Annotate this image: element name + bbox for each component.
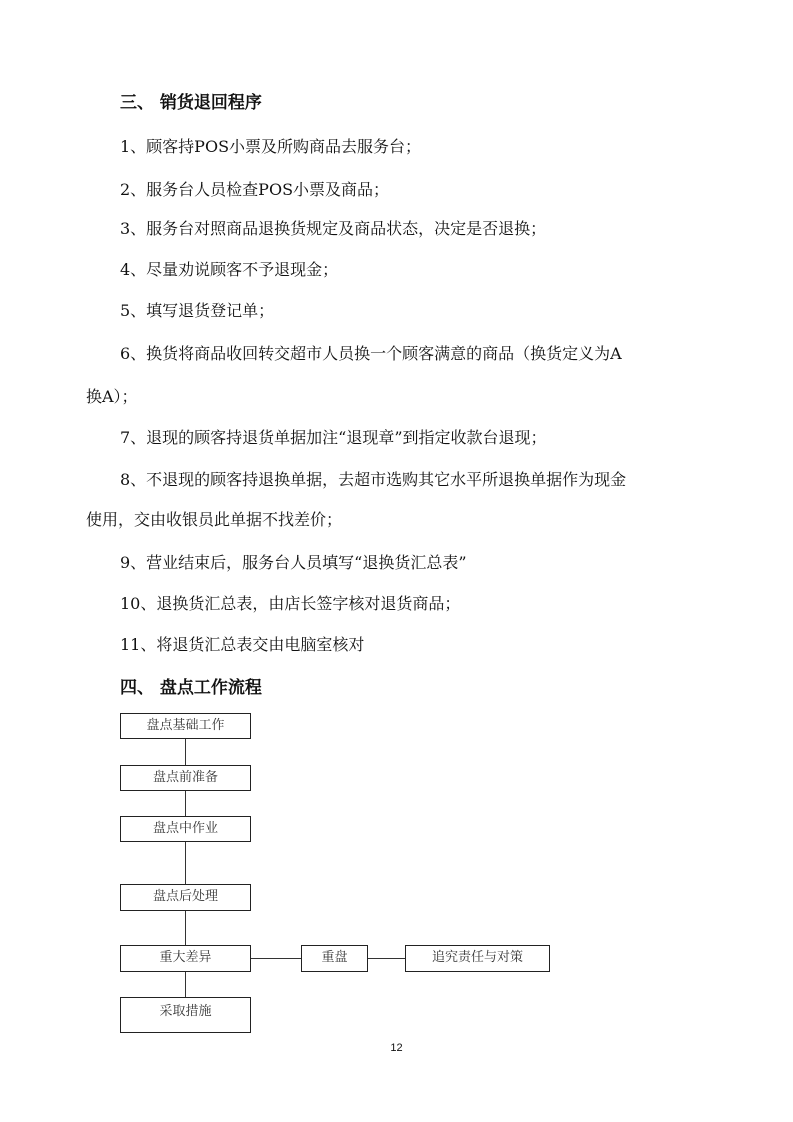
list-item: 5、填写退货登记单；	[120, 301, 275, 320]
flow-step: 盘点基础工作	[120, 713, 251, 739]
list-item: 2、服务台人员检查POS小票及商品；	[120, 180, 390, 199]
connector	[185, 790, 186, 816]
section-heading: 三、 销货退回程序	[120, 93, 262, 113]
connector	[185, 738, 186, 765]
list-item: 11、将退货汇总表交由电脑室核对	[120, 635, 365, 654]
section-heading: 四、 盘点工作流程	[120, 678, 262, 698]
list-item: 9、营业结束后，服务台人员填写“退换货汇总表”	[120, 553, 467, 572]
list-item: 10、退换货汇总表，由店长签字核对退货商品；	[120, 594, 461, 613]
list-item: 7、退现的顾客持退货单据加注“退现章”到指定收款台退现；	[120, 428, 547, 447]
list-item: 3、服务台对照商品退换货规定及商品状态，决定是否退换；	[120, 219, 547, 238]
list-item-continuation: 换A）；	[86, 387, 138, 406]
list-item: 8、不退现的顾客持退换单据，去超市选购其它水平所退换单据作为现金	[120, 470, 627, 489]
connector	[250, 958, 301, 959]
list-item-continuation: 使用，交由收银员此单据不找差价；	[86, 510, 343, 529]
list-item: 1、顾客持POS小票及所购商品去服务台；	[120, 137, 422, 156]
connector	[367, 958, 405, 959]
flow-branch-step: 追究责任与对策	[405, 945, 550, 972]
flow-branch-step: 重盘	[301, 945, 368, 972]
connector	[185, 842, 186, 884]
list-item: 6、换货将商品收回转交超市人员换一个顾客满意的商品（换货定义为A	[120, 344, 622, 363]
connector	[185, 910, 186, 945]
flow-step: 采取措施	[120, 997, 251, 1033]
connector	[185, 971, 186, 997]
page-number: 12	[390, 1042, 403, 1054]
list-item: 4、尽量劝说顾客不予退现金；	[120, 260, 339, 279]
flow-step: 盘点中作业	[120, 816, 251, 842]
flow-step: 盘点后处理	[120, 884, 251, 911]
flow-step: 重大差异	[120, 945, 251, 972]
flow-step: 盘点前准备	[120, 765, 251, 791]
